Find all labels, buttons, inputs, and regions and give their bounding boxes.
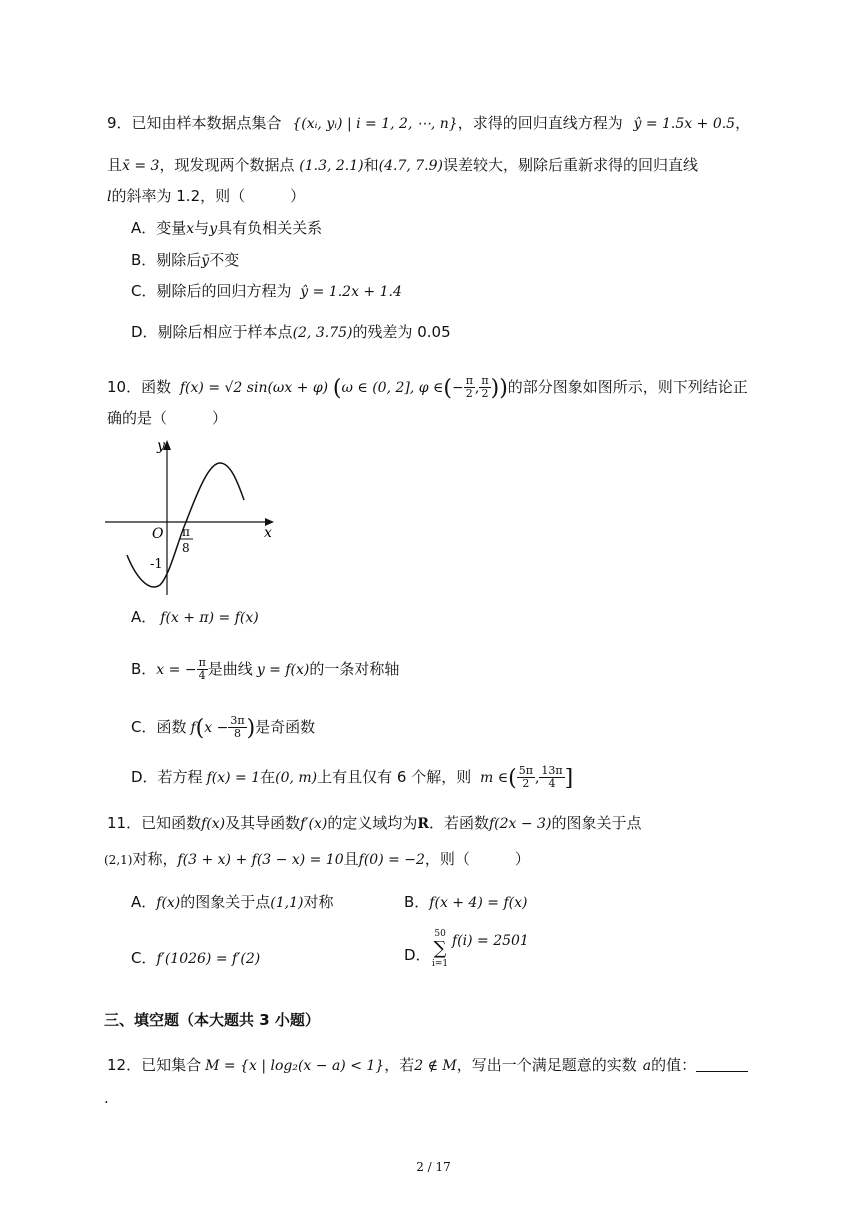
- q11-option-c: C．f′(1026) = f′(2): [131, 949, 261, 967]
- q11-line2: (2,1)对称，f(3 + x) + f(3 − x) = 10且f(0) = −2，则（ ）: [104, 850, 530, 868]
- q10-option-b: B．x = − $\frac{\pi}{4}$ 是曲线 y = f(x)的一条对称轴: [131, 656, 400, 682]
- y-label: y: [157, 438, 165, 454]
- q9-line1: 9．已知由样本数据点集合 {(xᵢ, yᵢ) | i = 1, 2, ⋯, n}，求得的回归直线方程为 ŷ = 1.5x + 0.5，: [107, 114, 751, 132]
- q9-equation: ŷ = 1.5x + 0.5: [633, 116, 736, 132]
- q9-option-c: C．剔除后的回归方程为 ŷ = 1.2x + 1.4: [131, 282, 402, 300]
- q9-set: {(xᵢ, yᵢ) | i = 1, 2, ⋯, n}: [292, 116, 458, 132]
- q10-option-d: D．若方程 f(x) = 1在(0, m)上有且仅有 6 个解，则 m ∈( $\frac{5\pi}{2}$ , $\frac{13\pi}{4}$ ]: [131, 764, 574, 791]
- origin-label: O: [152, 526, 164, 542]
- q11-option-a: A．f(x)的图象关于点(1,1)对称: [131, 893, 334, 911]
- q10-option-c: C．函数 f(x − $\frac{3\pi}{8}$ )是奇函数: [131, 714, 316, 741]
- q10-line2: 确的是（ ）: [107, 409, 228, 427]
- page-number: 2 / 17: [416, 1160, 451, 1174]
- q11-option-b: B．f(x + 4) = f(x): [404, 893, 528, 911]
- q10-graph: [100, 435, 280, 600]
- q12-dot: .: [104, 1089, 109, 1107]
- q12-line1: 12．已知集合 M = {x | log₂(x − a) < 1}，若2 ∉ M，写出一个满足题意的实数 a的值：: [107, 1055, 748, 1076]
- q10-function: f(x) = √2 sin(ωx + φ): [179, 380, 329, 396]
- q10-line1: 10．函数 f(x) = √2 sin(ωx + φ) (ω ∈ (0, 2], φ ∈(− $\frac{\pi}{2}$ , $\frac{\pi}{2}$ ))的部分图象如图所示，则下列结论正: [107, 374, 748, 401]
- x-label: x: [264, 525, 272, 541]
- answer-blank[interactable]: [696, 1055, 748, 1072]
- q9-line2: 且x̄ = 3，现发现两个数据点 (1.3, 2.1)和(4.7, 7.9)误差较大，剔除后重新求得的回归直线: [107, 156, 698, 174]
- section-title-3: 三、填空题（本大题共 3 小题）: [104, 1011, 320, 1029]
- q10-option-a: A． f(x + π) = f(x): [131, 608, 259, 626]
- q9-line3: l的斜率为 1.2，则（ ）: [107, 187, 306, 205]
- tick-8: 8: [182, 541, 190, 555]
- q9-option-b: B．剔除后ȳ不变: [131, 251, 240, 269]
- q9-option-a: A．变量x与y具有负相关关系: [131, 219, 323, 237]
- neg1-label: -1: [150, 557, 163, 572]
- q11-line1: 11．已知函数f(x)及其导函数f′(x)的定义域均为R．若函数f(2x − 3)的图象关于点: [107, 814, 642, 832]
- q9-option-d: D．剔除后相应于样本点(2, 3.75)的残差为 0.05: [131, 323, 451, 341]
- tick-pi: π: [182, 525, 190, 539]
